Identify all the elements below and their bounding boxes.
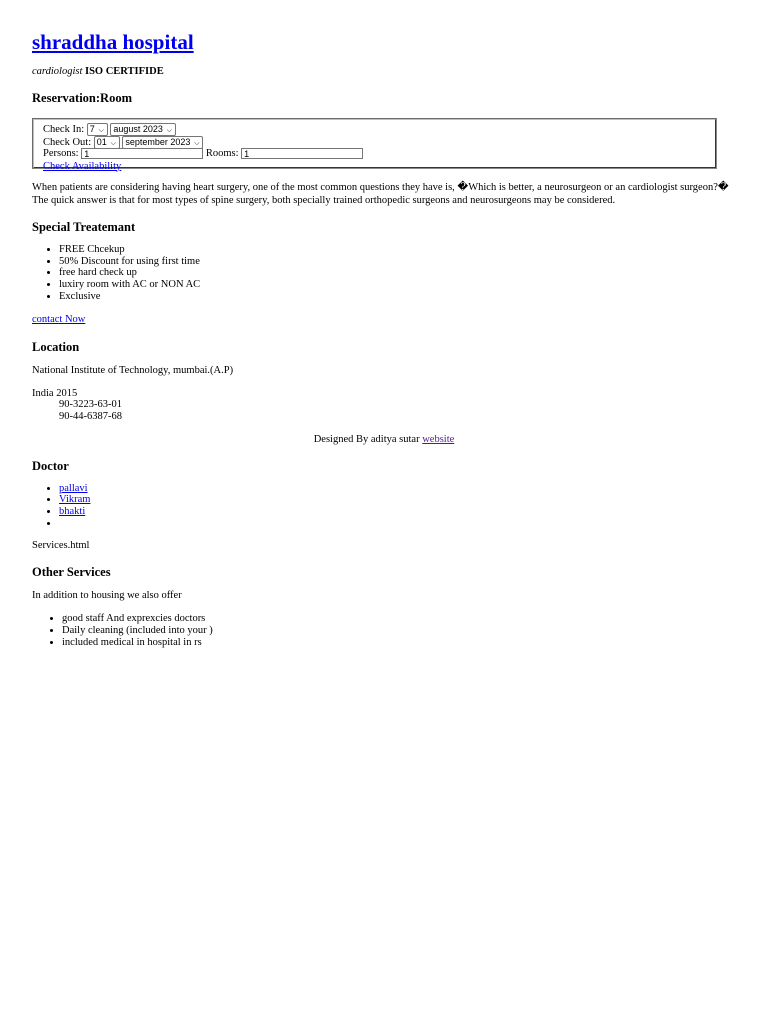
list-item [59,483,736,495]
site-title-link[interactable]: shraddha hospital [32,30,194,54]
check-in-month-select[interactable]: august 2023 ⌵ [110,123,176,136]
designed-by-text: Designed By aditya sutar [313,433,420,445]
check-in-row [43,123,706,136]
intro-paragraph: When patients are considering having heart surgery, one of the most common questions they have is, �Which is better, a neurosurgeon or an cardiologist surgeon?� The quick answer is that for most types of spine surgery, both specially trained orthopedic surgeons and neurosurgeons may be considered. [32,182,729,206]
check-availability-row [43,161,706,174]
list-item: • 50% Discount for using first time [59,256,736,268]
list-item [59,518,736,530]
location-address: National Institute of Technology, mumbai.(A.P) [32,364,234,376]
chevron-down-icon: ⌵ [194,139,200,147]
check-in-day-select[interactable]: 7 ⌵ [87,123,108,136]
other-services-heading: Other Services [32,565,111,580]
website-link[interactable]: website [422,433,455,445]
check-out-day-select[interactable]: 01 ⌵ [94,136,120,149]
list-item: • Exclusive [59,291,736,303]
persons-rooms-row [43,148,706,161]
check-availability-link[interactable]: Check Availability [43,160,122,172]
special-list [32,244,736,303]
list-item: • FREE Chcekup [59,244,736,256]
services-file-text: Services.html [32,540,90,552]
persons-label: Persons: [43,148,79,159]
special-heading: Special Treatemant [32,220,136,234]
phone-2: 90-44-6387-68 [59,410,122,422]
phone-1: 90-3223-63-01 [59,399,122,411]
country-text: India 2015 [32,387,78,399]
chevron-down-icon: ⌵ [166,127,173,134]
check-out-label: Check Out: [43,136,92,148]
list-item [59,494,736,506]
doctor-link-pallavi[interactable]: pallavi [59,482,88,494]
rooms-label: Rooms: [205,148,239,159]
doctor-list [32,483,736,530]
designed-by [32,434,736,446]
other-services-list [32,613,736,648]
chevron-down-icon: ⌵ [110,139,116,147]
check-in-label: Check In: [43,123,85,135]
list-item: • Daily cleaning (included into your ) [62,625,736,637]
reservation-form [32,118,717,172]
persons-input[interactable]: 1 [81,148,203,159]
contact-now-link[interactable]: contact Now [32,313,86,325]
tagline [32,66,736,78]
list-item: • luxiry room with AC or NON AC [59,279,736,291]
iso-text: ISO CERTIFIDE [85,66,164,77]
check-out-row [43,136,706,149]
location-heading: Location [32,339,80,354]
list-item [59,506,736,518]
rooms-input[interactable]: 1 [241,148,363,159]
reservation-heading: Reservation:Room [32,91,132,105]
contact-row [32,314,736,326]
chevron-down-icon: ⌵ [98,127,104,134]
list-item: • free hard check up [59,267,736,279]
list-item: • good staff And exprexcies doctors [62,613,736,625]
contact-details [32,388,736,423]
doctor-link-vikram[interactable]: Vikram [59,494,91,506]
doctor-link-bhakti[interactable]: bhakti [59,506,86,518]
site-title [32,0,736,54]
other-services-intro: In addition to housing we also offer [32,590,182,602]
specialty-text: cardiologist [32,66,83,77]
doctor-heading: Doctor [32,458,69,473]
list-item: • included medical in hospital in rs [62,637,736,649]
check-out-month-select[interactable]: september 2023 ⌵ [122,136,203,149]
